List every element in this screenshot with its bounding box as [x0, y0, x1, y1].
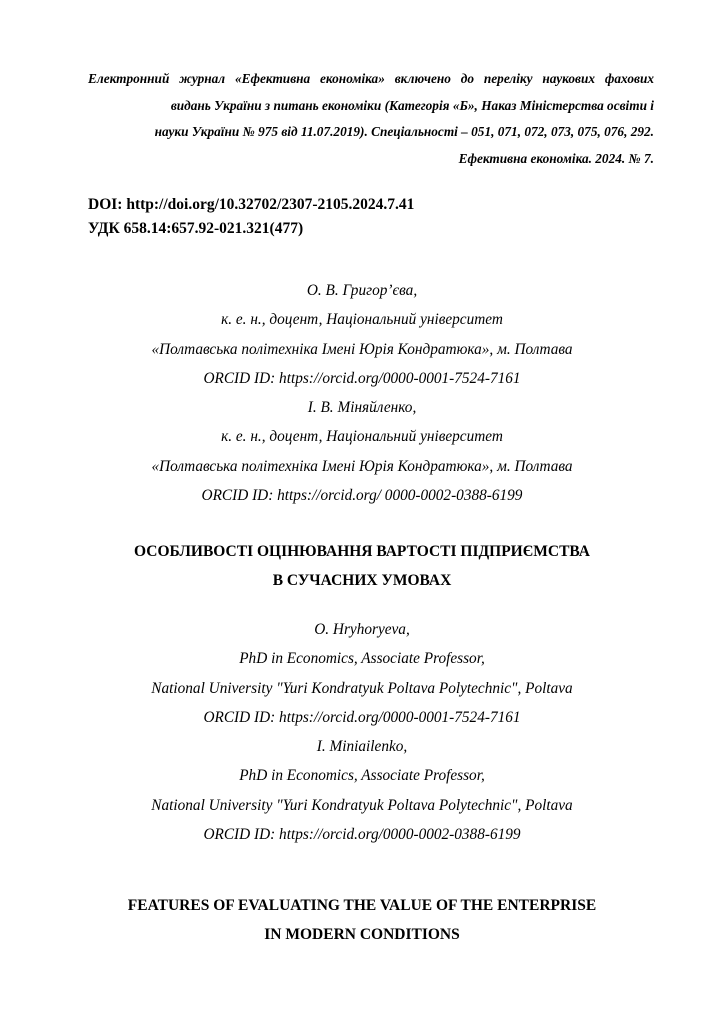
author-affiliation: National University "Yuri Kondratyuk Poltava Polytechnic", Poltava — [151, 796, 573, 814]
author-affiliation: «Полтавська політехніка Імені Юрія Кондратюка», м. Полтава — [151, 457, 573, 475]
author-name: O. Hryhoryeva, — [314, 621, 410, 638]
title-line: FEATURES OF EVALUATING THE VALUE OF THE ENTERPRISE — [127, 897, 597, 914]
author-affiliation: «Полтавська політехніка Імені Юрія Кондратюка», м. Полтава — [151, 340, 573, 358]
ua-article-title — [0, 537, 724, 595]
doi-link[interactable]: DOI: http://doi.org/10.32702/2307-2105.2024.7.41 — [88, 196, 415, 213]
author-degree: к. е. н., доцент, Національний університет — [221, 428, 503, 446]
author-degree: к. е. н., доцент, Національний університет — [221, 311, 503, 329]
author-affiliation: National University "Yuri Kondratyuk Poltava Polytechnic", Poltava — [151, 679, 573, 697]
en-article-title — [0, 891, 724, 949]
author-degree: PhD in Economics, Associate Professor, — [239, 767, 485, 785]
author-name: О. В. Григор’єва, — [306, 282, 418, 299]
journal-notice-line: науки України № 975 від 11.07.2019). Спеціальності – 051, 071, 072, 073, 075, 076, 292. — [154, 124, 654, 139]
title-line: ОСОБЛИВОСТІ ОЦІНЮВАННЯ ВАРТОСТІ ПІДПРИЄМСТВА — [134, 543, 590, 560]
author-orcid[interactable]: ORCID ID: https://orcid.org/0000-0002-0388-6199 — [203, 826, 521, 844]
udc-code: УДК 658.14:657.92-021.321(477) — [88, 220, 304, 237]
author-degree: PhD in Economics, Associate Professor, — [239, 650, 485, 668]
identifiers — [88, 193, 414, 241]
en-authors — [0, 615, 724, 849]
journal-notice-line: Електронний журнал «Ефективна економіка» включено до переліку наукових фахових — [88, 71, 654, 86]
journal-notice-line: видань України з питань економіки (Категорія «Б», Наказ Міністерства освіти і — [170, 97, 654, 113]
title-line: IN MODERN CONDITIONS — [264, 926, 460, 943]
author-name: I. Miniailenko, — [316, 738, 408, 756]
journal-citation: Ефективна економіка. 2024. № 7. — [458, 150, 654, 166]
author-orcid[interactable]: ORCID ID: https://orcid.org/ 0000-0002-0388-6199 — [201, 487, 523, 505]
title-line: В СУЧАСНИХ УМОВАХ — [272, 572, 452, 589]
author-orcid[interactable]: ORCID ID: https://orcid.org/0000-0001-7524-7161 — [203, 369, 521, 387]
ua-authors — [0, 276, 724, 510]
journal-notice — [88, 66, 654, 172]
author-orcid[interactable]: ORCID ID: https://orcid.org/0000-0001-7524-7161 — [203, 708, 521, 726]
author-name: І. В. Міняйленко, — [307, 399, 417, 417]
